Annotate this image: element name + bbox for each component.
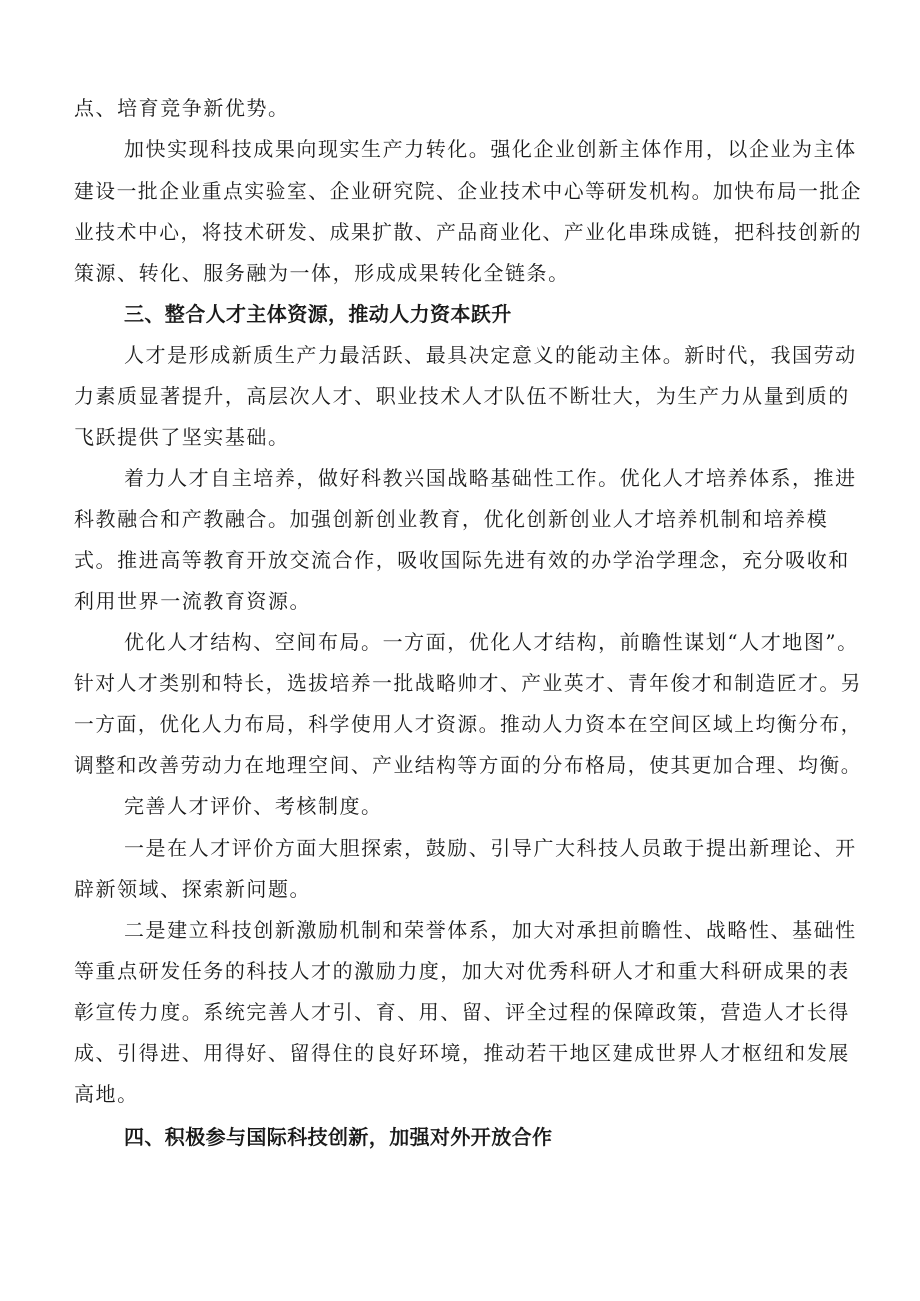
text-line: 式。推进高等教育开放交流合作，吸收国际先进有效的办学治学理念，充分吸收和 <box>74 548 850 572</box>
text-line: 科教融合和产教融合。加强创新创业教育，优化创新创业人才培养机制和培养模 <box>74 507 829 531</box>
text-line: 利用世界一流教育资源。 <box>74 589 312 613</box>
paragraph-start-line: 加快实现科技成果向现实生产力转化。强化企业创新主体作用，以企业为主体 <box>124 137 857 161</box>
text-line: 一方面，优化人力布局，科学使用人才资源。推动人力资本在空间区域上均衡分布， <box>74 712 863 736</box>
text-line: 飞跃提供了坚实基础。 <box>74 425 290 449</box>
paragraph-start-line: 完善人才评价、考核制度。 <box>124 794 383 818</box>
paragraph-start-line: 二是建立科技创新激励机制和荣誉体系，加大对承担前瞻性、战略性、基础性 <box>124 918 857 942</box>
section-heading-three: 三、整合人才主体资源，推动人力资本跃升 <box>124 302 512 326</box>
paragraph-start-line: 一是在人才评价方面大胆探索，鼓励、引导广大科技人员敢于提出新理论、开 <box>124 836 857 860</box>
text-line: 策源、转化、服务融为一体，形成成果转化全链条。 <box>74 261 570 285</box>
text-line: 调整和改善劳动力在地理空间、产业结构等方面的分布格局，使其更加合理、均衡。 <box>74 753 863 777</box>
text-line: 彰宣传力度。系统完善人才引、育、用、留、评全过程的保障政策，营造人才长得 <box>74 1000 850 1024</box>
text-line: 力素质显著提升，高层次人才、职业技术人才队伍不断壮大，为生产力从量到质的 <box>74 384 850 408</box>
text-line: 辟新领域、探索新问题。 <box>74 877 312 901</box>
text-line: 针对人才类别和特长，选拔培养一批战略帅才、产业英才、青年俊才和制造匠才。另 <box>74 671 863 695</box>
paragraph-start-line: 优化人才结构、空间布局。一方面，优化人才结构，前瞻性谋划“人才地图”。 <box>124 630 859 654</box>
text-line: 业技术中心，将技术研发、成果扩散、产品商业化、产业化串珠成链，把科技创新的 <box>74 220 863 244</box>
text-line: 等重点研发任务的科技人才的激励力度，加大对优秀科研人才和重大科研成果的表 <box>74 959 850 983</box>
paragraph-start-line: 人才是形成新质生产力最活跃、最具决定意义的能动主体。新时代，我国劳动 <box>124 343 857 367</box>
text-line: 建设一批企业重点实验室、企业研究院、企业技术中心等研发机构。加快布局一批企 <box>74 179 863 203</box>
text-line: 成、引得进、用得好、留得住的良好环境，推动若干地区建成世界人才枢纽和发展 <box>74 1041 850 1065</box>
text-line: 高地。 <box>74 1082 139 1106</box>
section-heading-four: 四、积极参与国际科技创新，加强对外开放合作 <box>124 1125 553 1149</box>
text-line: 点、培育竞争新优势。 <box>74 96 290 120</box>
paragraph-start-line: 着力人才自主培养，做好科教兴国战略基础性工作。优化人才培养体系，推进 <box>124 466 857 490</box>
